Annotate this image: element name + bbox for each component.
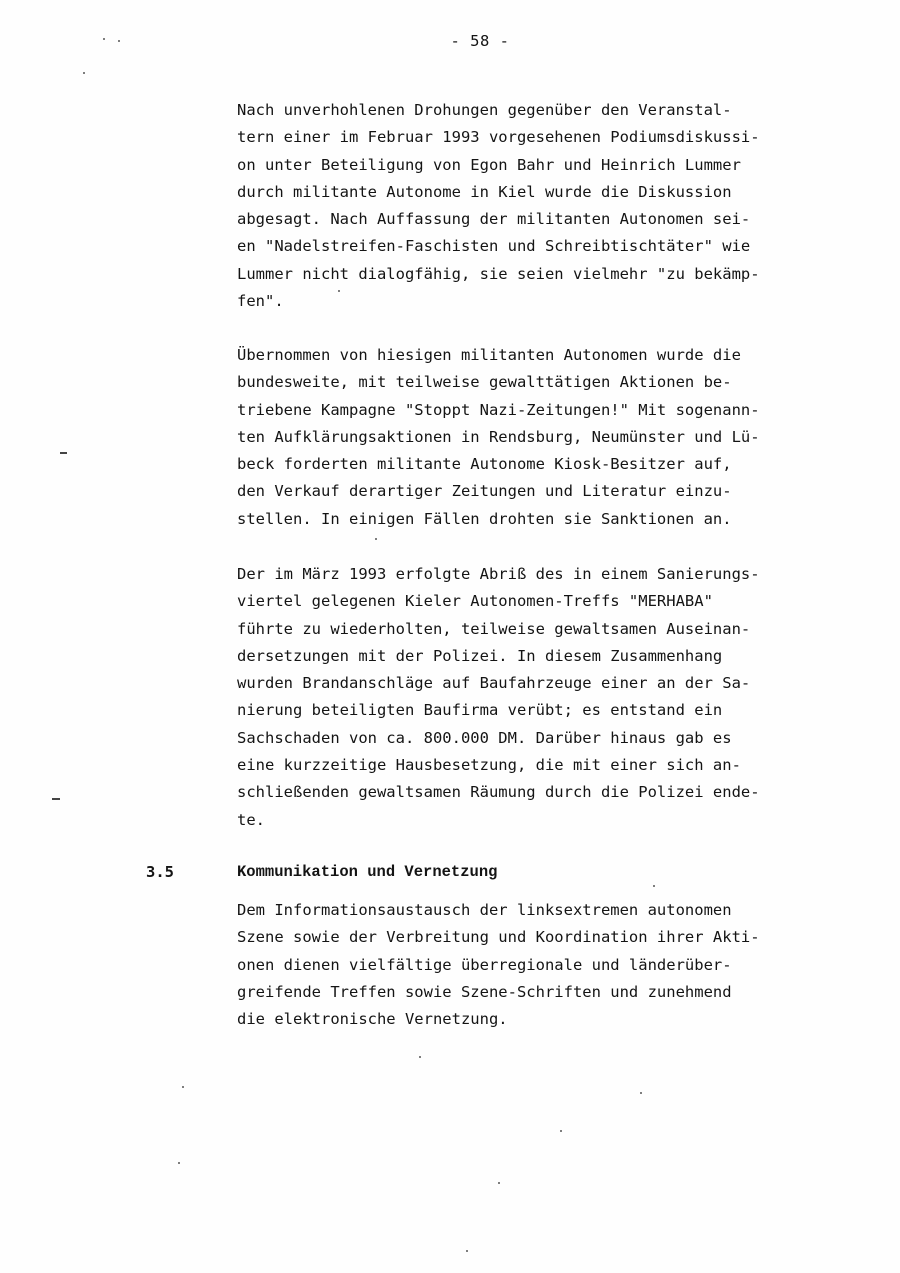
text-line: den Verkauf derartiger Zeitungen und Literatur einzu- bbox=[237, 482, 732, 501]
text-line: beck forderten militante Autonome Kiosk-Besitzer auf, bbox=[237, 455, 732, 474]
text-line: Der im März 1993 erfolgte Abriß des in einem Sanierungs- bbox=[237, 565, 760, 583]
text-line: nierung beteiligten Baufirma verübt; es entstand ein bbox=[237, 701, 723, 720]
scan-speck bbox=[182, 1086, 184, 1088]
scan-speck bbox=[83, 72, 85, 74]
paragraph-2 bbox=[237, 342, 857, 533]
text-line: Sachschaden von ca. 800.000 DM. Darüber hinaus gab es bbox=[237, 728, 732, 747]
text-line: dersetzungen mit der Polizei. In diesem Zusammenhang bbox=[237, 646, 723, 665]
scan-speck bbox=[375, 538, 377, 540]
text-line: bundesweite, mit teilweise gewalttätigen Aktionen be- bbox=[237, 373, 732, 392]
paragraph-1 bbox=[237, 97, 857, 315]
scan-speck bbox=[466, 1250, 468, 1252]
scan-mark bbox=[60, 452, 67, 454]
text-line: greifende Treffen sowie Szene-Schriften und zunehmend bbox=[237, 982, 732, 1001]
text-line: tern einer im Februar 1993 vorgesehenen Podiumsdiskussi- bbox=[237, 128, 760, 147]
text-line: triebene Kampagne "Stoppt Nazi-Zeitungen!" Mit sogenann- bbox=[237, 400, 760, 419]
text-line: führte zu wiederholten, teilweise gewaltsamen Auseinan- bbox=[237, 619, 751, 638]
section-title: Kommunikation und Vernetzung bbox=[237, 863, 498, 881]
text-line: Szene sowie der Verbreitung und Koordination ihrer Akti- bbox=[237, 928, 760, 947]
text-line: Nach unverhohlenen Drohungen gegenüber den Veranstal- bbox=[237, 101, 732, 119]
text-line: Lummer nicht dialogfähig, sie seien vielmehr "zu bekämp- bbox=[237, 264, 760, 283]
text-line: Übernommen von hiesigen militanten Autonomen wurde die bbox=[237, 346, 741, 364]
section-paragraph bbox=[237, 897, 857, 1033]
text-line: te. bbox=[237, 810, 265, 829]
text-line: en "Nadelstreifen-Faschisten und Schreibtischtäter" wie bbox=[237, 237, 751, 256]
scan-speck bbox=[178, 1162, 180, 1164]
text-line: stellen. In einigen Fällen drohten sie Sanktionen an. bbox=[237, 509, 732, 528]
text-line: fen". bbox=[237, 292, 284, 311]
text-line: die elektronische Vernetzung. bbox=[237, 1010, 508, 1029]
paragraph-3 bbox=[237, 561, 857, 834]
text-line: durch militante Autonome in Kiel wurde die Diskussion bbox=[237, 182, 732, 201]
text-line: abgesagt. Nach Auffassung der militanten Autonomen sei- bbox=[237, 210, 751, 229]
text-line: onen dienen vielfältige überregionale und länderüber- bbox=[237, 955, 732, 974]
scan-speck bbox=[640, 1092, 642, 1094]
scan-speck bbox=[419, 1056, 421, 1058]
scan-speck bbox=[338, 290, 340, 292]
scan-speck bbox=[653, 885, 655, 887]
scan-mark bbox=[52, 798, 60, 800]
text-line: schließenden gewaltsamen Räumung durch die Polizei ende- bbox=[237, 783, 760, 802]
page-number: - 58 - bbox=[450, 32, 510, 50]
text-line: viertel gelegenen Kieler Autonomen-Treffs "MERHABA" bbox=[237, 592, 713, 611]
scan-speck bbox=[498, 1182, 500, 1184]
text-line: ten Aufklärungsaktionen in Rendsburg, Neumünster und Lü- bbox=[237, 427, 760, 446]
scan-speck bbox=[118, 40, 120, 42]
text-line: Dem Informationsaustausch der linksextremen autonomen bbox=[237, 901, 732, 919]
text-line: wurden Brandanschläge auf Baufahrzeuge einer an der Sa- bbox=[237, 674, 751, 693]
scan-speck bbox=[560, 1130, 562, 1132]
text-line: on unter Beteiligung von Egon Bahr und Heinrich Lummer bbox=[237, 155, 741, 174]
scan-speck bbox=[103, 38, 105, 40]
section-number: 3.5 bbox=[146, 863, 174, 881]
text-line: eine kurzzeitige Hausbesetzung, die mit einer sich an- bbox=[237, 756, 741, 775]
